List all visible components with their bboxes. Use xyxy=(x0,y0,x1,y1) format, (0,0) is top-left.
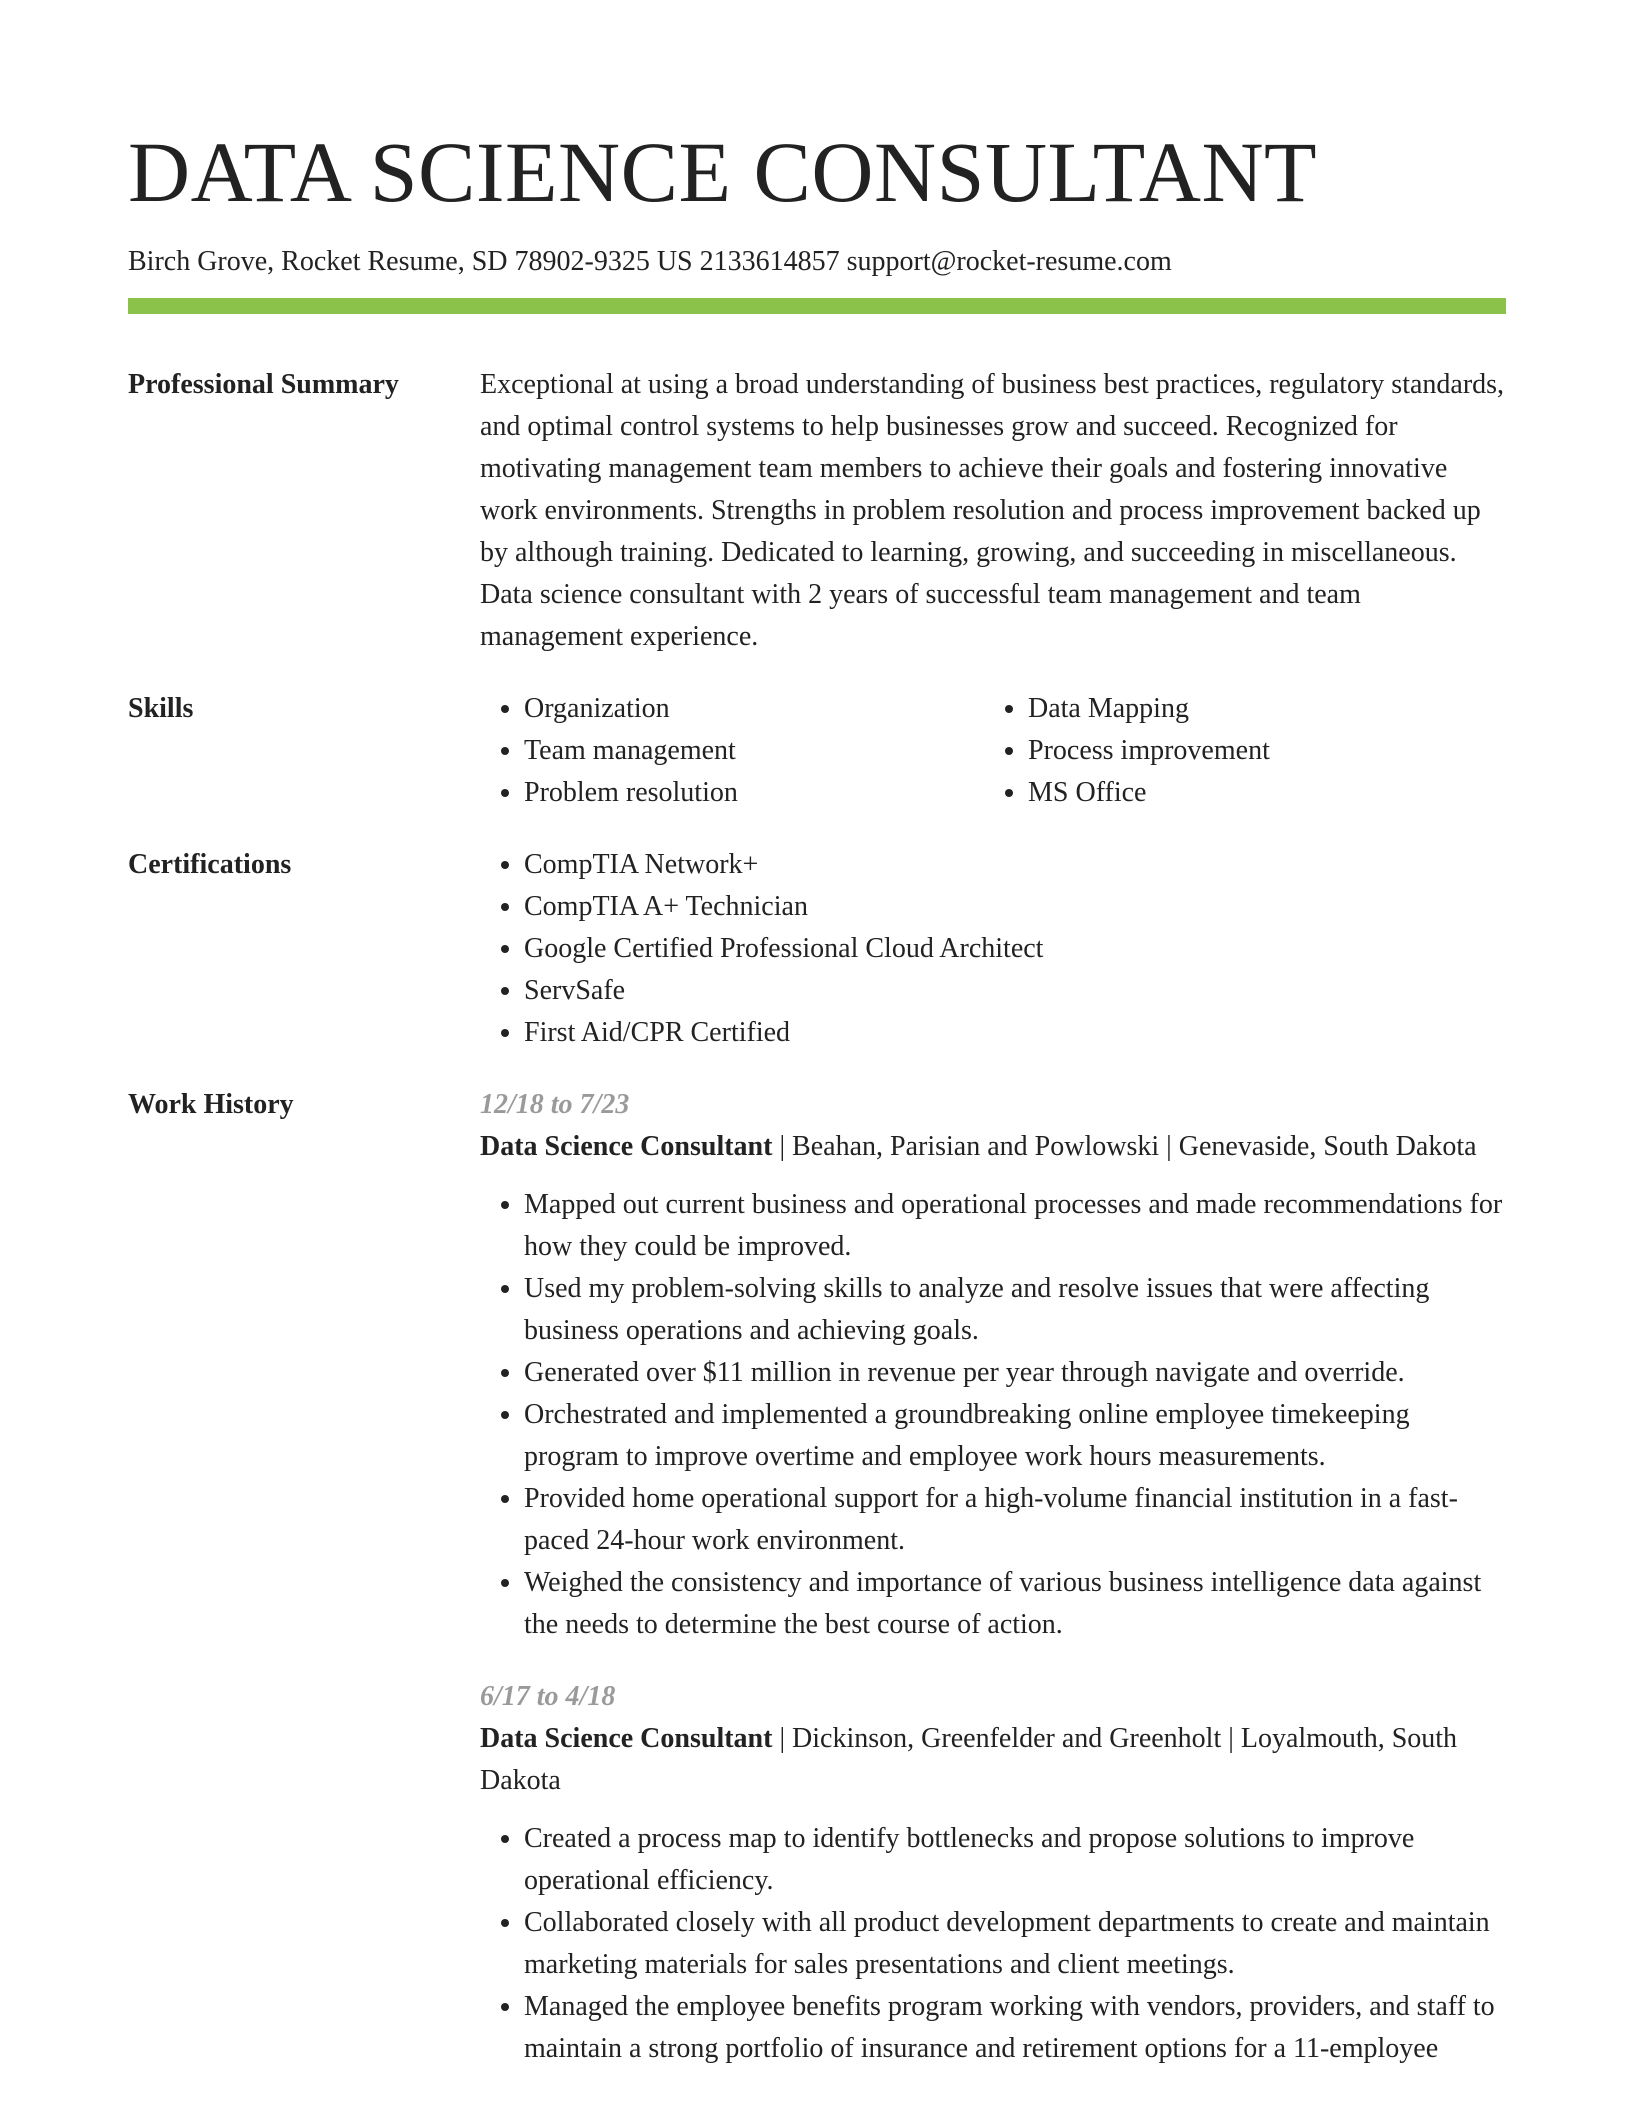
job-bullet: • Used my problem-solving skills to analyze and resolve issues that were affecting business operations and achieving goals. xyxy=(524,1268,1506,1352)
job-bullet: • Orchestrated and implemented a groundbreaking online employee timekeeping program to improve overtime and employee work hours measurements. xyxy=(524,1394,1506,1478)
skills-section xyxy=(128,688,1506,814)
job-entry xyxy=(480,1084,1506,1646)
skill-item: • Problem resolution xyxy=(524,772,984,814)
skill-item: • Process improvement xyxy=(1028,730,1488,772)
summary-body xyxy=(480,364,1506,658)
job-bullet: • Provided home operational support for a high-volume financial institution in a fast-paced 24-hour work environment. xyxy=(524,1478,1506,1562)
certifications-body xyxy=(480,844,1506,1054)
skill-item: • Team management xyxy=(524,730,984,772)
job-bullet: • Created a process map to identify bottlenecks and propose solutions to improve operational efficiency. xyxy=(524,1818,1506,1902)
candidate-name: DATA SCIENCE CONSULTANT xyxy=(128,124,1318,220)
skills-heading: Skills xyxy=(128,693,194,724)
job-bullet: • Weighed the consistency and importance of various business intelligence data against the needs to determine the best course of action. xyxy=(524,1562,1506,1646)
summary-text: Exceptional at using a broad understanding of business best practices, regulatory standards, and optimal control systems to help businesses grow and succeed. Recognized for motivating management team members to achieve their goals and fostering innovative work environments. Strengths in problem resolution and process improvement backed up by although training. Dedicated to learning, growing, and succeeding in miscellaneous. Data science consultant with 2 years of successful team management and team management experience. xyxy=(480,369,1505,652)
job-title: Data Science Consultant xyxy=(480,1131,773,1162)
job-responsibilities xyxy=(480,1818,1506,2070)
skills-column-1 xyxy=(480,688,984,814)
work-history-body xyxy=(480,1084,1506,2070)
job-bullet: • Managed the employee benefits program working with vendors, providers, and staff to maintain a strong portfolio of insurance and retirement options for a 11-employee xyxy=(524,1986,1506,2070)
certifications-section xyxy=(128,844,1506,1054)
job-employer-location: | Beahan, Parisian and Powlowski | Genevaside, South Dakota xyxy=(772,1131,1477,1162)
certification-item: • ServSafe xyxy=(524,970,1506,1012)
work-history-heading: Work History xyxy=(128,1089,294,1120)
job-heading xyxy=(480,1126,1506,1168)
summary-heading: Professional Summary xyxy=(128,369,399,400)
accent-divider xyxy=(128,298,1506,314)
summary-section xyxy=(128,364,1506,658)
certifications-heading: Certifications xyxy=(128,849,292,880)
skill-item: • Organization xyxy=(524,688,984,730)
certification-item: • CompTIA Network+ xyxy=(524,844,1506,886)
certification-item: • Google Certified Professional Cloud Architect xyxy=(524,928,1506,970)
skills-body xyxy=(480,688,1506,814)
skills-column-2 xyxy=(984,688,1488,814)
job-responsibilities xyxy=(480,1184,1506,1646)
skill-item: • MS Office xyxy=(1028,772,1488,814)
certification-item: • CompTIA A+ Technician xyxy=(524,886,1506,928)
job-bullet: • Collaborated closely with all product development departments to create and maintain marketing materials for sales presentations and client meetings. xyxy=(524,1902,1506,1986)
certification-item: • First Aid/CPR Certified xyxy=(524,1012,1506,1054)
job-dates: 6/17 to 4/18 xyxy=(480,1681,616,1712)
job-entry xyxy=(480,1676,1506,2070)
job-title: Data Science Consultant xyxy=(480,1723,773,1754)
job-heading xyxy=(480,1718,1506,1802)
skill-item: • Data Mapping xyxy=(1028,688,1488,730)
work-history-section xyxy=(128,1084,1506,2070)
job-bullet: • Generated over $11 million in revenue per year through navigate and override. xyxy=(524,1352,1506,1394)
resume-page xyxy=(128,0,1506,2070)
job-employer-location: | Dickinson, Greenfelder and Greenholt | Loyalmouth, South Dakota xyxy=(480,1723,1458,1796)
job-dates: 12/18 to 7/23 xyxy=(480,1089,630,1120)
contact-info: Birch Grove, Rocket Resume, SD 78902-9325 US 2133614857 support@rocket-resume.com xyxy=(128,246,1172,277)
job-bullet: • Mapped out current business and operational processes and made recommendations for how they could be improved. xyxy=(524,1184,1506,1268)
